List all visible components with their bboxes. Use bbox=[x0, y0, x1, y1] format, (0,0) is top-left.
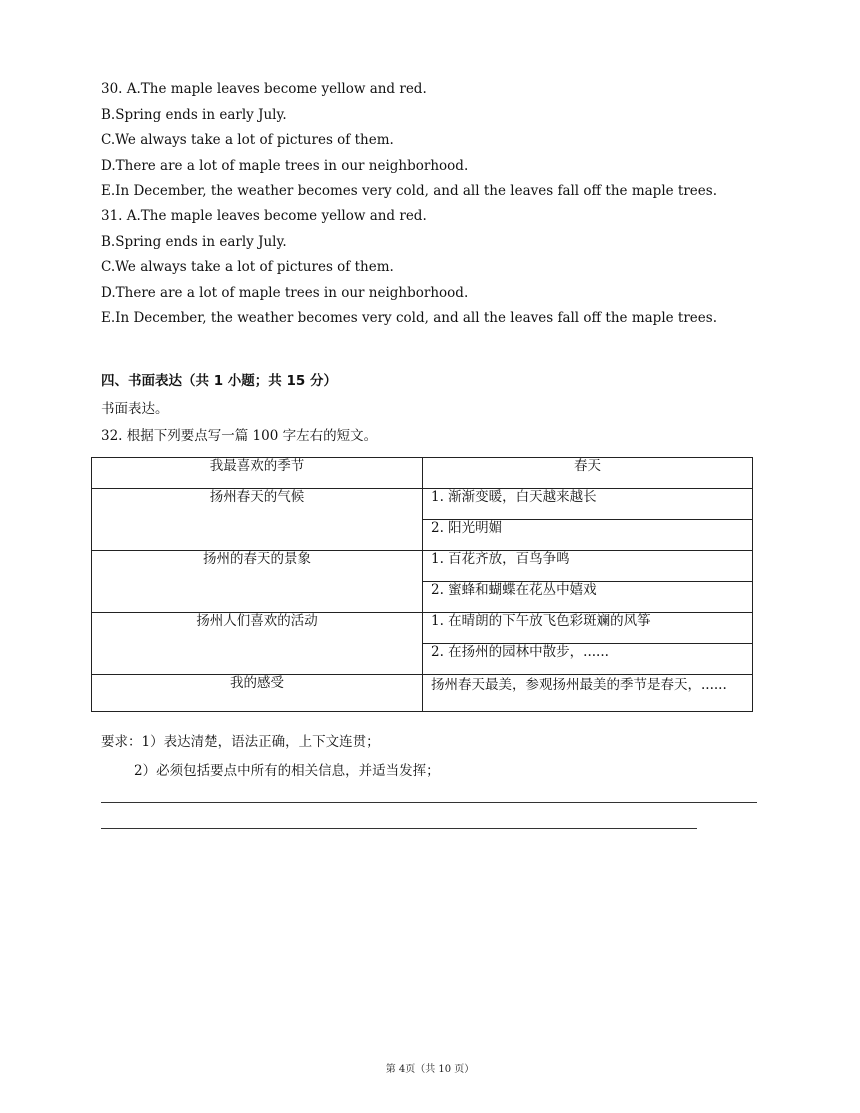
page-footer: 第 4页（共 10 页） bbox=[385, 1064, 475, 1075]
q30-option-a: 30. A.The maple leaves become yellow and red. bbox=[101, 81, 427, 97]
q31-option-b: B.Spring ends in early July. bbox=[101, 234, 287, 250]
table-row-topic: 扬州的春天的景象 bbox=[92, 551, 423, 613]
table-header-left: 我最喜欢的季节 bbox=[92, 458, 423, 489]
requirement-line-1: 要求：1）表达清楚，语法正确，上下文连贯； bbox=[101, 734, 380, 750]
q31-option-a: 31. A.The maple leaves become yellow and red. bbox=[101, 208, 427, 224]
q31-option-c: C.We always take a lot of pictures of them. bbox=[101, 259, 394, 275]
table-row-point: 2. 在扬州的园林中散步，...... bbox=[423, 644, 753, 675]
table-row-topic: 扬州人们喜欢的活动 bbox=[92, 613, 423, 675]
table-feeling-text: 扬州春天最美，参观扬州最美的季节是春天，...... bbox=[423, 675, 753, 712]
section-heading: 四、书面表达（共 1 小题；共 15 分） bbox=[101, 373, 337, 389]
table-row-point: 1. 渐渐变暖，白天越来越长 bbox=[423, 489, 753, 520]
table-row-topic: 扬州春天的气候 bbox=[92, 489, 423, 551]
q31-option-d: D.There are a lot of maple trees in our neighborhood. bbox=[101, 285, 469, 301]
q30-option-e: E.In December, the weather becomes very cold, and all the leaves fall off the maple trees. bbox=[101, 183, 717, 199]
requirement-line-2: 2）必须包括要点中所有的相关信息，并适当发挥； bbox=[134, 763, 440, 779]
q31-option-e: E.In December, the weather becomes very cold, and all the leaves fall off the maple trees. bbox=[101, 310, 717, 326]
outline-table bbox=[91, 457, 753, 712]
table-header-right: 春天 bbox=[423, 458, 753, 489]
writing-prompt: 32. 根据下列要点写一篇 100 字左右的短文。 bbox=[101, 428, 378, 444]
q30-option-b: B.Spring ends in early July. bbox=[101, 107, 287, 123]
table-row-point: 1. 百花齐放，百鸟争鸣 bbox=[423, 551, 753, 582]
section-subheading: 书面表达。 bbox=[101, 401, 169, 417]
table-row-point: 2. 蜜蜂和蝴蝶在花丛中嬉戏 bbox=[423, 582, 753, 613]
table-row-point: 1. 在晴朗的下午放飞色彩斑斓的风筝 bbox=[423, 613, 753, 644]
q30-option-d: D.There are a lot of maple trees in our neighborhood. bbox=[101, 158, 469, 174]
q30-option-c: C.We always take a lot of pictures of them. bbox=[101, 132, 394, 148]
answer-line-1 bbox=[101, 802, 757, 803]
answer-line-2 bbox=[101, 828, 697, 829]
table-row-point: 2. 阳光明媚 bbox=[423, 520, 753, 551]
table-feeling-label: 我的感受 bbox=[92, 675, 423, 712]
